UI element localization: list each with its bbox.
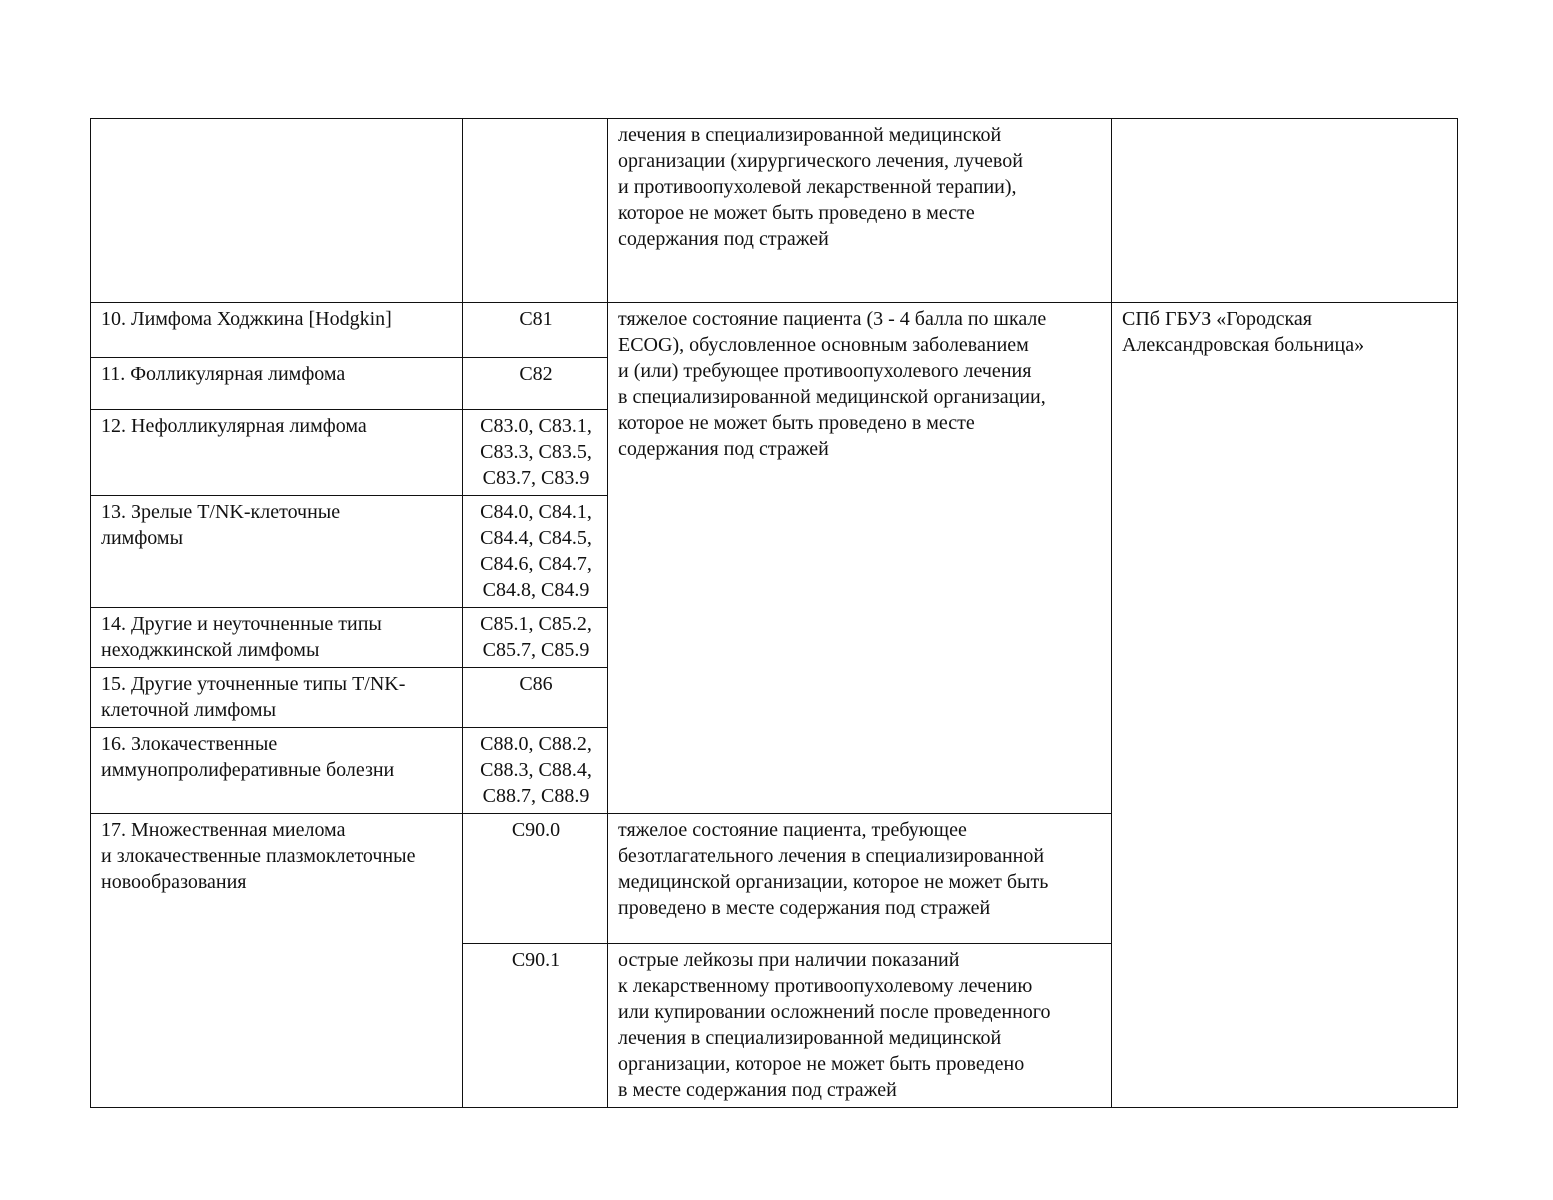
- cell-criteria-lymphoma-group: тяжелое состояние пациента (3 - 4 балла по шкале ECOG), обусловленное основным заболеванием и (или) требующее противоопухолевого лечения в специализированной медицинской организации, которое не может быть проведено в месте содержания под стражей: [608, 303, 1112, 814]
- cell-code-17a: C90.0: [463, 814, 608, 944]
- cell-disease-10: 10. Лимфома Ходжкина [Hodgkin]: [91, 303, 463, 358]
- cell-disease-empty: [91, 119, 463, 303]
- cell-code-empty: [463, 119, 608, 303]
- cell-criteria-17a: тяжелое состояние пациента, требующее безотлагательного лечения в специализированной медицинской организации, которое не может быть проведено в месте содержания под стражей: [608, 814, 1112, 944]
- cell-disease-15: 15. Другие уточненные типы T/NK- клеточной лимфомы: [91, 668, 463, 728]
- cell-code-15: C86: [463, 668, 608, 728]
- cell-code-10: C81: [463, 303, 608, 358]
- cell-institution-empty: [1112, 119, 1458, 303]
- cell-code-12: C83.0, C83.1, C83.3, C83.5, C83.7, C83.9: [463, 410, 608, 496]
- cell-disease-13: 13. Зрелые T/NK-клеточные лимфомы: [91, 496, 463, 608]
- cell-criteria-continuation: лечения в специализированной медицинской организации (хирургического лечения, лучевой и противоопухолевой лекарственной терапии), которое не может быть проведено в месте содержания под стражей: [608, 119, 1112, 303]
- table-row-continuation: [91, 119, 1458, 303]
- table-row-10: [91, 303, 1458, 358]
- cell-disease-11: 11. Фолликулярная лимфома: [91, 358, 463, 410]
- cell-code-11: C82: [463, 358, 608, 410]
- cell-code-14: C85.1, C85.2, C85.7, C85.9: [463, 608, 608, 668]
- cell-disease-16: 16. Злокачественные иммунопролиферативные болезни: [91, 728, 463, 814]
- cell-code-17b: C90.1: [463, 944, 608, 1108]
- cell-institution: СПб ГБУЗ «Городская Александровская больница»: [1112, 303, 1458, 1108]
- cell-disease-12: 12. Нефолликулярная лимфома: [91, 410, 463, 496]
- cell-code-16: C88.0, C88.2, C88.3, C88.4, C88.7, C88.9: [463, 728, 608, 814]
- cell-code-13: C84.0, C84.1, C84.4, C84.5, C84.6, C84.7, C84.8, C84.9: [463, 496, 608, 608]
- cell-criteria-17b: острые лейкозы при наличии показаний к лекарственному противоопухолевому лечению или купировании осложнений после проведенного лечения в специализированной медицинской организации, которое не может быть проведено в месте содержания под стражей: [608, 944, 1112, 1108]
- cell-disease-14: 14. Другие и неуточненные типы неходжкинской лимфомы: [91, 608, 463, 668]
- diagnosis-table: [90, 118, 1458, 1108]
- cell-disease-17: 17. Множественная миелома и злокачественные плазмоклеточные новообразования: [91, 814, 463, 1108]
